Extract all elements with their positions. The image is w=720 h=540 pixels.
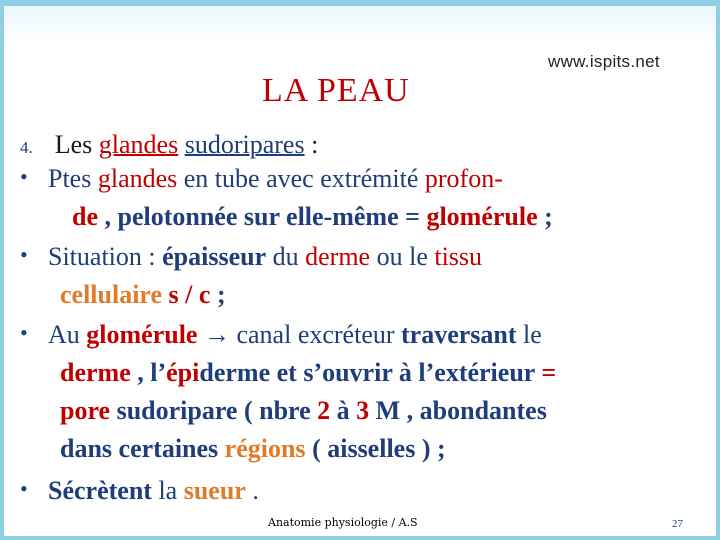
text-run: ou le (370, 242, 435, 271)
bullet-1-line-1 (48, 164, 503, 194)
website-url: www.ispits.net (548, 52, 660, 71)
bullet-marker-1: • (20, 164, 28, 189)
text-run: 3 (356, 396, 370, 425)
section-title-les: Les (54, 130, 99, 159)
text-run: le (516, 320, 542, 349)
section-title-sudoripares: sudoripares (184, 130, 305, 159)
text-run: derme (305, 242, 371, 271)
text-run: , pelotonnée sur elle-même = (98, 202, 427, 231)
text-run: . (245, 476, 259, 505)
text-run: Sécrètent (48, 476, 152, 505)
text-run: ; (210, 280, 226, 309)
text-run: extrémité (320, 164, 419, 193)
bullet-marker-4: • (20, 476, 28, 501)
text-run: épaisseur (162, 242, 267, 271)
text-run: Situation : (48, 242, 163, 271)
text-run: M , abondantes (369, 396, 547, 425)
bullet-3-line-2 (60, 358, 556, 388)
bullet-1-line-2 (72, 202, 553, 232)
text-run: ( aisselles ) ; (305, 434, 446, 463)
section-number: 4. (20, 138, 33, 157)
text-run: à (330, 396, 357, 425)
text-run: → canal excréteur (197, 320, 402, 349)
text-run: = (541, 358, 557, 387)
text-run: s / c (162, 280, 211, 309)
text-run: glomérule (426, 202, 538, 231)
text-run: épi (166, 358, 200, 387)
bullet-3-line-4 (60, 434, 446, 464)
text-run: la (151, 476, 184, 505)
text-run: ; (537, 202, 553, 231)
text-run: derme (60, 358, 131, 387)
text-run: dans certaines (60, 434, 225, 463)
text-run: et s’ouvrir à l’extérieur (270, 358, 542, 387)
text-run: de (72, 202, 98, 231)
bullet-marker-2: • (20, 242, 28, 267)
bullet-2-line-1 (48, 242, 482, 272)
slide-title: LA PEAU (262, 72, 410, 109)
text-run: du (266, 242, 306, 271)
text-run: profon- (418, 164, 503, 193)
text-run: tissu (434, 242, 483, 271)
text-run: Ptes (48, 164, 98, 193)
text-run: sueur (183, 476, 246, 505)
section-title-glandes: glandes (98, 130, 179, 159)
footer-text: Anatomie physiologie / A.S (268, 516, 418, 529)
bullet-marker-3: • (20, 320, 28, 345)
bullet-4-line-1 (48, 476, 259, 506)
text-run: derme (199, 358, 271, 387)
bullet-2-line-2 (60, 280, 226, 310)
section-heading (20, 130, 318, 160)
text-run: sudoripare ( nbre (110, 396, 318, 425)
section-title-colon: : (304, 130, 319, 159)
text-run: cellulaire (60, 280, 163, 309)
page-number: 27 (672, 518, 683, 530)
text-run: , l’ (130, 358, 167, 387)
text-run: 2 (317, 396, 331, 425)
bullet-3-line-1 (48, 320, 542, 350)
text-run: traversant (401, 320, 517, 349)
text-run: Au (48, 320, 87, 349)
text-run: glandes (97, 164, 178, 193)
text-run: pore (60, 396, 111, 425)
text-run: régions (224, 434, 306, 463)
bullet-3-line-3 (60, 396, 547, 426)
text-run: en tube avec (177, 164, 321, 193)
text-run: glomérule (86, 320, 198, 349)
